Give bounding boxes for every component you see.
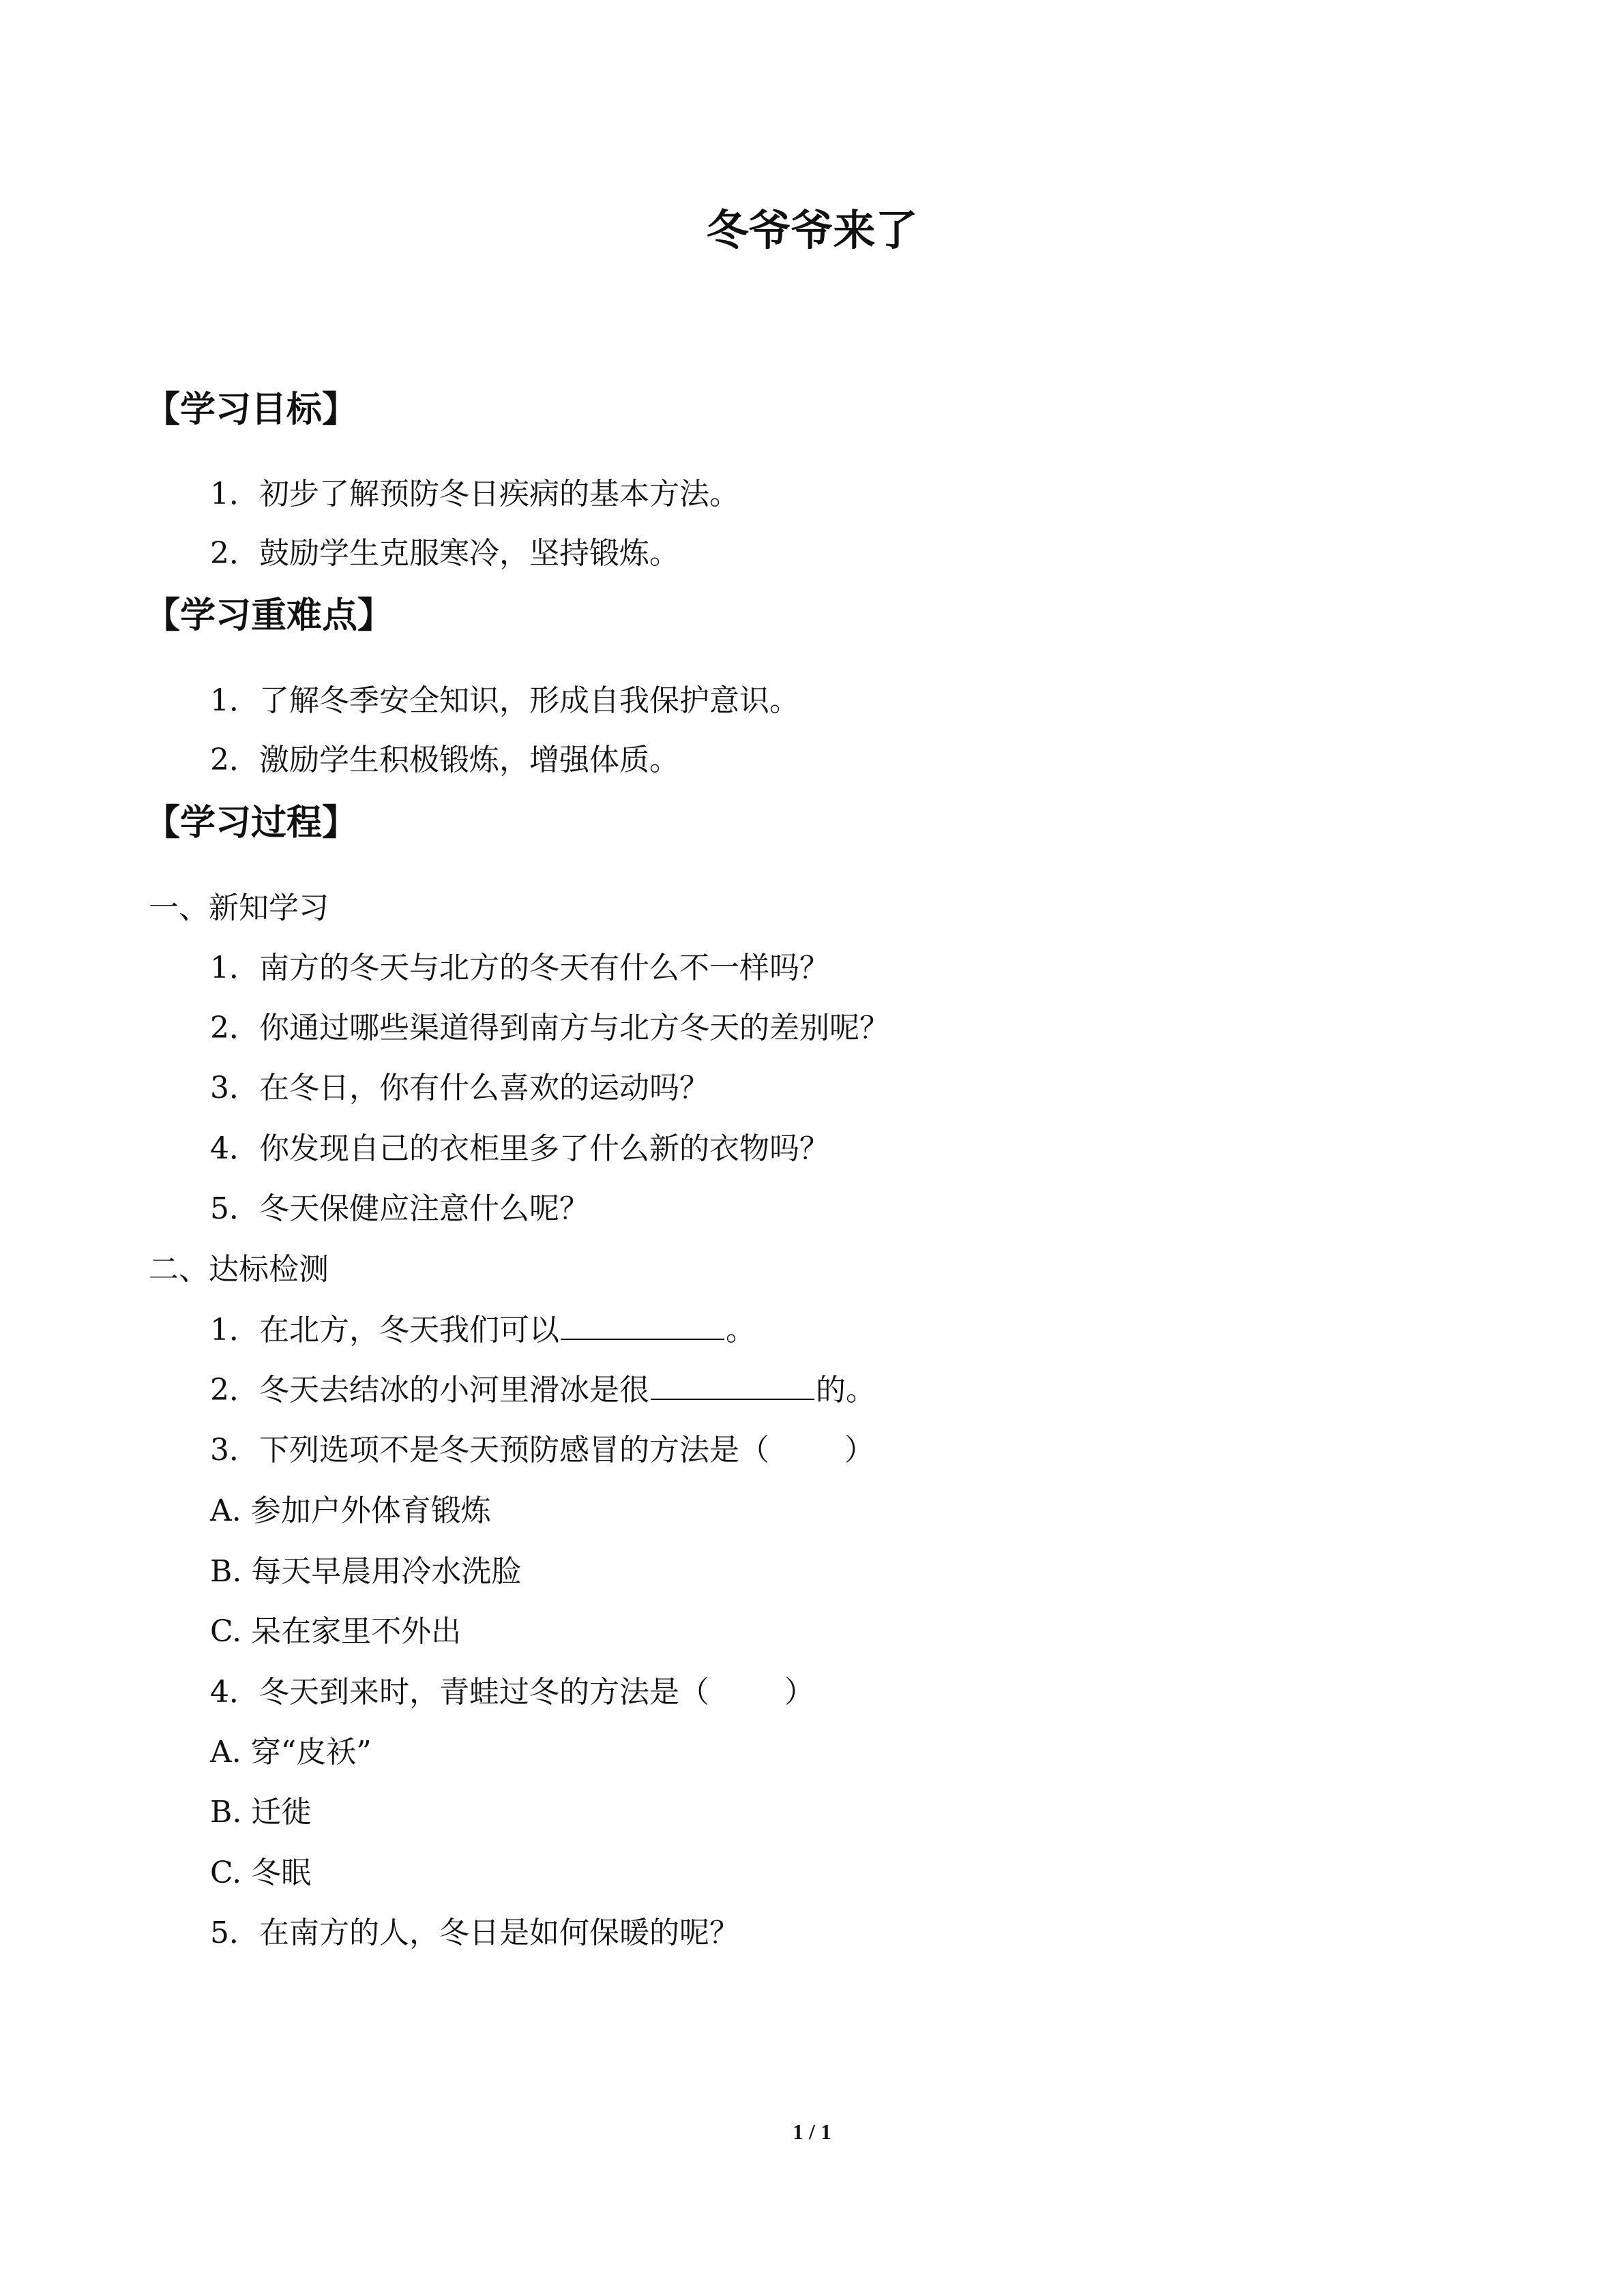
quiz-question-5: 5．在南方的人，冬日是如何保暖的呢？ <box>210 1915 739 1950</box>
section-heading-goals: 【学习目标】 <box>145 389 358 430</box>
quiz-question-1-text: 1．在北方，冬天我们可以 <box>210 1313 559 1347</box>
quiz-question-3-end: ） <box>844 1433 874 1467</box>
q4-option-a: A. 穿“皮袄” <box>210 1735 372 1770</box>
quiz-question-3-text: 3．下列选项不是冬天预防感冒的方法是（ <box>210 1433 769 1467</box>
part2-label: 二、达标检测 <box>149 1252 329 1287</box>
q3-option-a: A. 参加户外体育锻炼 <box>210 1493 491 1528</box>
goal-item-2: 2．鼓励学生克服寒冷，坚持锻炼。 <box>210 536 679 571</box>
key-point-item-2: 2．激励学生积极锻炼，增强体质。 <box>210 743 679 777</box>
q3-option-b: B. 每天早晨用冷水洗脸 <box>210 1554 522 1589</box>
q3-option-c: C. 呆在家里不外出 <box>210 1614 462 1649</box>
quiz-question-2 <box>210 1370 876 1411</box>
section-heading-key-points: 【学习重难点】 <box>145 595 394 636</box>
fill-blank-2[interactable] <box>651 1371 814 1400</box>
q4-option-c: C. 冬眠 <box>210 1855 312 1890</box>
quiz-question-2-text: 2．冬天去结冰的小河里滑冰是很 <box>210 1373 649 1407</box>
section-heading-process: 【学习过程】 <box>145 803 358 844</box>
part1-item-5: 5．冬天保健应注意什么呢？ <box>210 1191 589 1226</box>
part1-label: 一、新知学习 <box>149 891 329 925</box>
quiz-question-3 <box>210 1430 874 1471</box>
quiz-question-4-text: 4．冬天到来时，青蛙过冬的方法是（ <box>210 1675 709 1710</box>
quiz-question-4 <box>210 1672 814 1713</box>
quiz-question-2-end: 的。 <box>816 1373 876 1407</box>
part1-item-3: 3．在冬日，你有什么喜欢的运动吗？ <box>210 1071 709 1105</box>
goal-item-1: 1．初步了解预防冬日疾病的基本方法。 <box>210 477 739 511</box>
quiz-question-1-end: 。 <box>726 1313 756 1347</box>
page-title: 冬爷爷来了 <box>706 205 918 255</box>
page-number: 1 / 1 <box>793 2119 831 2144</box>
fill-blank-1[interactable] <box>561 1311 724 1340</box>
key-point-item-1: 1．了解冬季安全知识，形成自我保护意识。 <box>210 683 799 718</box>
quiz-question-4-end: ） <box>784 1675 814 1710</box>
quiz-question-1 <box>210 1310 756 1351</box>
part1-item-4: 4．你发现自己的衣柜里多了什么新的衣物吗？ <box>210 1131 829 1166</box>
q4-option-b: B. 迁徙 <box>210 1795 312 1830</box>
part1-item-1: 1．南方的冬天与北方的冬天有什么不一样吗？ <box>210 951 829 985</box>
part1-item-2: 2．你通过哪些渠道得到南方与北方冬天的差别呢？ <box>210 1011 889 1045</box>
